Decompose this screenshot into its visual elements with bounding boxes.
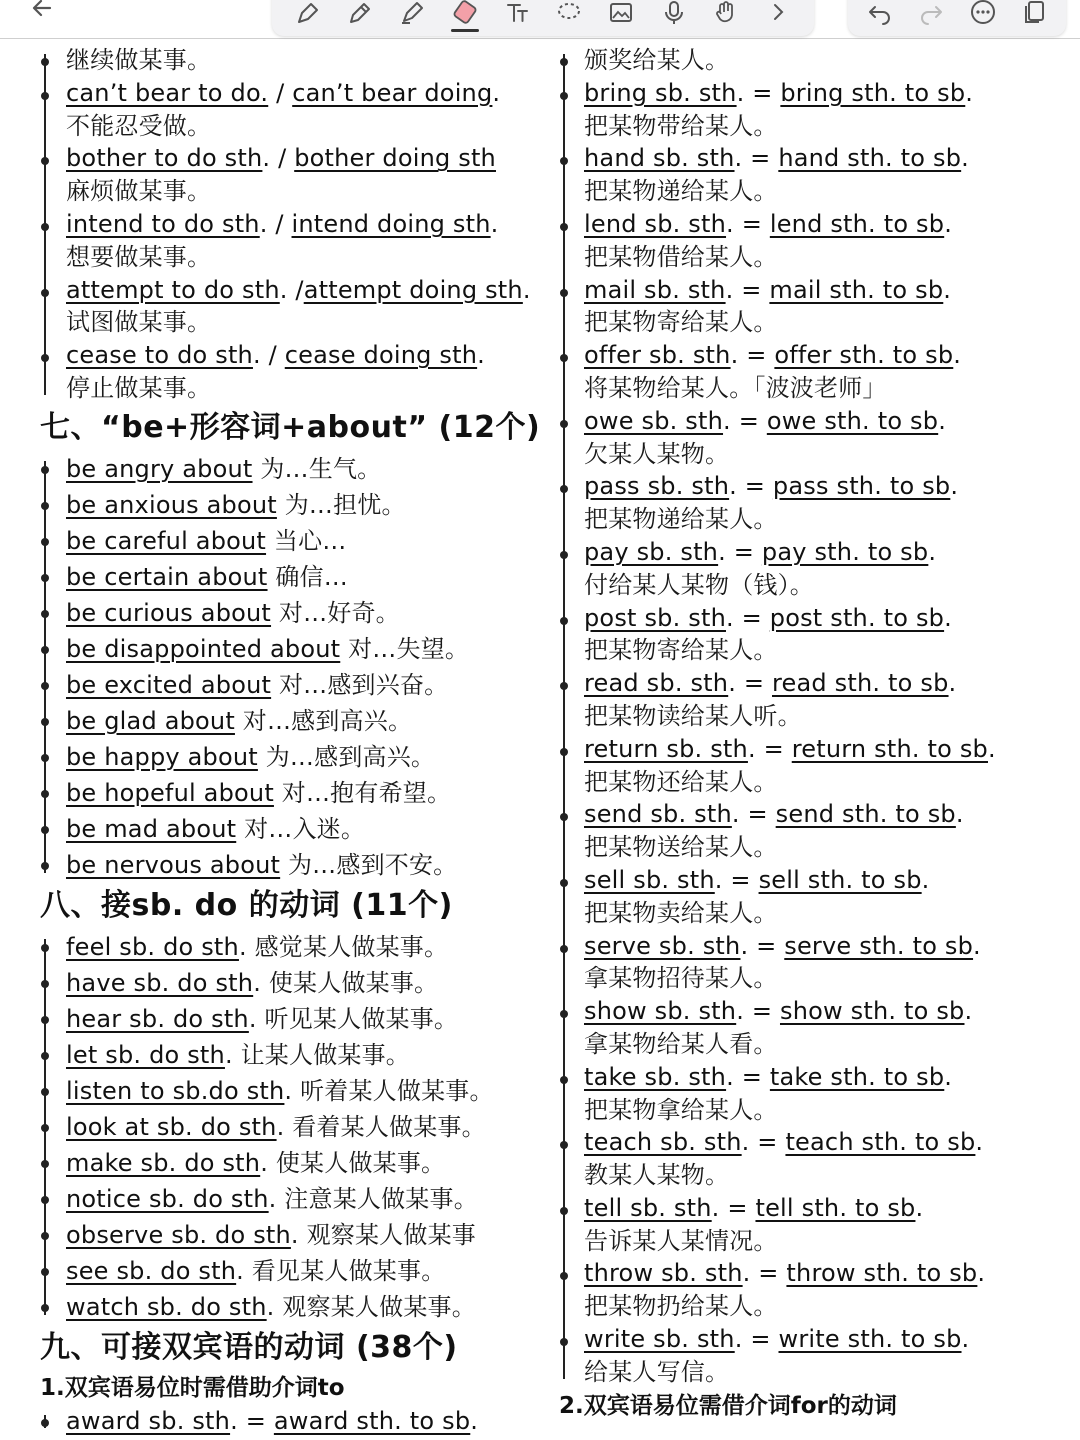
phrase-a: take sb. sth	[584, 1062, 727, 1091]
microphone-tool-button[interactable]	[656, 0, 692, 29]
phrase-b: pay sth. to sb	[761, 537, 929, 566]
punctuation: .	[975, 1128, 984, 1157]
image-tool-button[interactable]	[603, 0, 639, 29]
punctuation: .	[522, 275, 531, 304]
phrase-a: attempt to do sth	[66, 275, 280, 304]
separator: . =	[736, 78, 781, 107]
phrase-a: bring sb. sth	[584, 78, 737, 107]
phrase-b: mail sth. to sb	[769, 275, 944, 304]
translation: . 听着某人做某事。	[284, 1076, 494, 1105]
phrase-a: can’t bear to do.	[66, 78, 269, 107]
list-item	[0, 1405, 530, 1438]
list-item	[0, 487, 530, 523]
translation: 对…感到高兴。	[234, 706, 413, 735]
list-item	[0, 77, 530, 143]
separator: . =	[742, 1259, 787, 1288]
list-item-translation: 把某物借给某人。	[584, 242, 778, 271]
separator: /	[268, 78, 293, 107]
pen-icon	[294, 0, 322, 27]
separator: . =	[736, 997, 780, 1026]
phrase-b: send sth. to sb	[775, 800, 956, 829]
phrase-b: award sth. to sb	[273, 1406, 471, 1435]
separator: . =	[723, 406, 767, 435]
list-item	[0, 1145, 530, 1181]
phrase-b: can’t bear doing	[292, 78, 493, 107]
list-item	[555, 798, 1080, 864]
phrase-b: sell sth. to sb	[758, 865, 922, 894]
list-item	[555, 1257, 1080, 1323]
list-item	[0, 739, 530, 775]
more-tools-button[interactable]	[760, 0, 796, 29]
punctuation: .	[988, 734, 996, 763]
list-item	[0, 965, 530, 1001]
punctuation: .	[944, 603, 952, 632]
list-item	[0, 775, 530, 811]
phrase-a: throw sb. sth	[584, 1259, 743, 1288]
punctuation: .	[943, 275, 952, 304]
separator: . =	[726, 1062, 770, 1091]
list-item-translation: 把某物带给某人。	[584, 111, 778, 140]
list-item-translation: 拿某物招待某人。	[584, 964, 778, 993]
translation: 对…感到兴奋。	[271, 670, 449, 699]
text-tool-icon	[503, 0, 531, 27]
phrase-b: throw sth. to sb	[786, 1259, 978, 1288]
punctuation: .	[915, 1193, 924, 1222]
separator: . =	[725, 603, 770, 632]
list-item-translation: 把某物寄给某人。	[584, 636, 778, 665]
phrase-a: tell sb. sth	[584, 1193, 712, 1222]
punctuation: .	[470, 1406, 479, 1435]
list-item	[0, 703, 530, 739]
phrase-b: show sth. to sb	[779, 997, 965, 1026]
punctuation: .	[938, 406, 947, 435]
phrase: observe sb. do sth	[66, 1220, 291, 1249]
list-item	[0, 667, 530, 703]
verb-list-continued	[0, 44, 530, 405]
highlighter-icon	[398, 0, 426, 27]
list-item	[555, 864, 1080, 930]
phrase-a: write sb. sth	[584, 1325, 735, 1354]
hand-tool-button[interactable]	[708, 0, 744, 29]
phrase: let sb. do sth	[66, 1040, 225, 1069]
phrase-a: owe sb. sth	[584, 406, 724, 435]
separator: . =	[728, 669, 772, 698]
separator: . =	[731, 800, 776, 829]
phrase-b: return sth. to sb	[791, 734, 988, 763]
list-item	[0, 1253, 530, 1289]
pages-icon	[1020, 0, 1048, 27]
list-item	[555, 405, 1080, 471]
list-item	[555, 536, 1080, 602]
phrase-a: offer sb. sth	[584, 341, 731, 370]
phrase: be glad about	[66, 706, 235, 735]
phrase-b: owe sth. to sb	[766, 406, 939, 435]
list-item	[555, 1061, 1080, 1127]
list-item-translation: 拿某物给某人看。	[584, 1029, 778, 1058]
punctuation: .	[961, 1325, 970, 1354]
translation: . 使某人做某事。	[260, 1148, 446, 1177]
punctuation: .	[953, 341, 962, 370]
punctuation: .	[921, 865, 930, 894]
phrase-a: serve sb. sth	[584, 931, 741, 960]
list-item-translation: 想要做某事。	[66, 242, 212, 271]
list-item-translation: 停止做某事。	[66, 373, 212, 402]
phrase: notice sb. do sth	[66, 1184, 269, 1213]
separator: . /	[262, 144, 295, 173]
left-column	[0, 44, 541, 1438]
list-item	[0, 595, 530, 631]
redo-button[interactable]	[913, 0, 949, 29]
microphone-icon	[660, 0, 688, 27]
translation: 对…好奇。	[271, 598, 400, 627]
more-icon	[969, 0, 997, 27]
hand-icon	[712, 0, 740, 27]
pencil-icon	[346, 0, 374, 27]
phrase: watch sb. do sth	[66, 1292, 267, 1321]
section-heading-9: 九、可接双宾语的动词 (38个)	[40, 1329, 458, 1365]
translation: . 观察某人做某事。	[266, 1292, 476, 1321]
list-item	[555, 274, 1080, 340]
phrase-a: mail sb. sth	[584, 275, 726, 304]
double-object-to-list	[0, 1405, 530, 1438]
list-item-translation: 颁奖给某人。	[584, 46, 730, 74]
subsection-heading-2: 2.双宾语易位需借介词for的动词	[559, 1392, 897, 1419]
translation: 为…感到高兴。	[257, 742, 436, 771]
separator: . =	[730, 341, 775, 370]
list-item	[0, 1289, 530, 1325]
lasso-icon	[555, 0, 583, 27]
list-item	[0, 339, 530, 405]
list-item	[0, 1181, 530, 1217]
punctuation: .	[492, 78, 501, 107]
separator: . =	[734, 1325, 779, 1354]
list-item	[0, 631, 530, 667]
phrase: be excited about	[66, 670, 272, 699]
translation: . 让某人做某事。	[224, 1040, 411, 1069]
list-item	[555, 667, 1080, 733]
list-item	[0, 811, 530, 847]
phrase-b: bother doing sth	[294, 144, 496, 173]
phrase-b: bring sth. to sb	[780, 78, 966, 107]
list-item-translation: 给某人写信。	[584, 1357, 730, 1386]
phrase-b: write sth. to sb	[778, 1325, 962, 1354]
sb-do-verb-list	[0, 929, 530, 1325]
phrase-a: send sb. sth	[584, 800, 732, 829]
translation: . 注意某人做某事。	[268, 1184, 478, 1213]
list-item	[555, 995, 1080, 1061]
phrase: be curious about	[66, 598, 272, 627]
list-item	[555, 930, 1080, 996]
phrase: be hopeful about	[66, 778, 274, 807]
toolbar	[0, 0, 1080, 39]
phrase-a: award sb. sth	[66, 1406, 231, 1435]
list-item	[0, 274, 530, 340]
list-item	[0, 451, 530, 487]
back-button[interactable]	[22, 0, 62, 26]
more-options-button[interactable]	[965, 0, 1001, 29]
undo-button[interactable]	[862, 0, 898, 29]
phrase: be certain about	[66, 562, 268, 591]
image-icon	[607, 0, 635, 27]
list-item-translation: 教某人某物。	[584, 1161, 730, 1190]
phrase-a: read sb. sth	[584, 669, 729, 698]
separator: . =	[747, 734, 792, 763]
list-item-translation: 把某物递给某人。	[584, 177, 778, 206]
list-item	[555, 1126, 1080, 1192]
phrase-a: pay sb. sth	[584, 537, 719, 566]
section-heading-7: 七、“be+形容词+about” (12个)	[40, 409, 541, 445]
translation: 对…入迷。	[236, 814, 366, 843]
list-item	[555, 77, 1080, 143]
phrase-b: intend doing sth	[291, 209, 491, 238]
punctuation: .	[955, 800, 964, 829]
list-item	[0, 1073, 530, 1109]
phrase-b: read sth. to sb	[772, 669, 949, 698]
phrase-b: offer sth. to sb	[774, 341, 954, 370]
phrase-a: bother to do sth	[66, 144, 263, 173]
pen-tool-button[interactable]	[290, 0, 326, 29]
separator: . =	[718, 537, 762, 566]
list-item-translation: 把某物送给某人。	[584, 833, 778, 862]
list-item	[555, 733, 1080, 799]
list-item-translation: 试图做某事。	[66, 308, 212, 337]
right-column	[555, 44, 1080, 1423]
phrase: feel sb. do sth	[66, 932, 239, 961]
punctuation: .	[961, 144, 969, 173]
phrase: look at sb. do sth	[66, 1112, 277, 1141]
phrase-a: sell sb. sth	[584, 865, 715, 894]
pencil-tool-button[interactable]	[342, 0, 378, 29]
list-item	[555, 602, 1080, 668]
phrase: be happy about	[66, 742, 258, 771]
punctuation: .	[977, 1259, 986, 1288]
phrase-a: return sb. sth	[584, 734, 748, 763]
phrase-b: post sth. to sb	[769, 603, 945, 632]
lasso-tool-button[interactable]	[551, 0, 587, 29]
separator: . =	[725, 275, 770, 304]
list-item	[0, 1001, 530, 1037]
separator: . /	[279, 275, 304, 304]
list-item	[0, 1109, 530, 1145]
text-tool-button[interactable]	[499, 0, 535, 29]
eraser-icon	[451, 0, 479, 27]
chevron-right-icon	[764, 0, 792, 27]
translation: 对…失望。	[340, 634, 470, 663]
list-item	[0, 44, 530, 77]
separator: . =	[726, 209, 770, 238]
redo-icon	[917, 0, 945, 27]
phrase-a: pass sb. sth	[584, 472, 730, 501]
punctuation: .	[973, 931, 981, 960]
translation: 为…感到不安。	[280, 850, 458, 879]
phrase-b: tell sth. to sb	[755, 1193, 916, 1222]
list-item	[0, 559, 530, 595]
phrase-b: hand sth. to sb	[778, 144, 962, 173]
subsection-heading-1: 1.双宾语易位时需借助介词to	[40, 1374, 345, 1401]
translation: . 观察某人做某事	[290, 1220, 476, 1249]
list-item-translation: 麻烦做某事。	[66, 177, 212, 206]
list-item-translation: 把某物寄给某人。	[584, 308, 778, 337]
phrase: have sb. do sth	[66, 968, 254, 997]
separator: . =	[711, 1193, 756, 1222]
list-item	[0, 523, 530, 559]
list-item	[555, 208, 1080, 274]
list-item	[0, 929, 530, 965]
list-item-translation: 把某物递给某人。	[584, 505, 778, 534]
phrase-a: cease to do sth	[66, 341, 253, 370]
list-item	[555, 339, 1080, 405]
translation: 当心…	[266, 526, 347, 555]
translation: . 听见某人做某事。	[248, 1004, 459, 1033]
phrase-b: pass sth. to sb	[772, 472, 951, 501]
translation: . 看着某人做某事。	[276, 1112, 486, 1141]
eraser-tool-button[interactable]	[447, 0, 483, 29]
translation: . 使某人做某事。	[253, 968, 439, 997]
be-adj-about-list	[0, 451, 530, 883]
drawing-tools-group	[272, 0, 814, 36]
list-item-translation: 把某物扔给某人。	[584, 1292, 778, 1321]
phrase-a: show sb. sth	[584, 997, 737, 1026]
list-item-translation: 将某物给某人。「波波老师」	[584, 373, 887, 402]
highlighter-tool-button[interactable]	[394, 0, 430, 29]
history-tools-group	[848, 0, 1066, 36]
punctuation: .	[965, 78, 974, 107]
list-item-translation: 欠某人某物。	[584, 439, 730, 468]
separator: . /	[259, 209, 292, 238]
phrase-a: post sb. sth	[584, 603, 726, 632]
list-item	[555, 470, 1080, 536]
translation: 为…生气。	[252, 454, 382, 483]
section-heading-8: 八、接sb. do 的动词 (11个)	[40, 887, 453, 923]
phrase: be angry about	[66, 454, 253, 483]
translation: . 感觉某人做某事。	[238, 932, 449, 961]
punctuation: .	[928, 537, 937, 566]
list-item-translation: 把某物还给某人。	[584, 767, 778, 796]
phrase-a: intend to do sth	[66, 209, 260, 238]
punctuation: .	[950, 472, 959, 501]
back-arrow-icon	[28, 0, 56, 22]
list-item-translation: 继续做某事。	[66, 46, 212, 74]
phrase-b: attempt doing sth	[303, 275, 523, 304]
phrase-a: lend sb. sth	[584, 209, 727, 238]
list-item	[555, 1323, 1080, 1389]
list-item	[0, 1037, 530, 1073]
translation: . 看见某人做某事。	[236, 1256, 446, 1285]
punctuation: .	[490, 209, 499, 238]
separator: . =	[230, 1406, 274, 1435]
punctuation: .	[944, 209, 953, 238]
separator: . /	[252, 341, 285, 370]
phrase-b: take sth. to sb	[769, 1062, 945, 1091]
phrase: be anxious about	[66, 490, 277, 519]
punctuation: .	[948, 669, 957, 698]
phrase: be nervous about	[66, 850, 281, 879]
phrase: listen to sb.do sth	[66, 1076, 285, 1105]
phrase-b: serve sth. to sb	[784, 931, 974, 960]
phrase-b: lend sth. to sb	[769, 209, 945, 238]
list-item	[0, 1217, 530, 1253]
undo-icon	[866, 0, 894, 27]
list-item	[0, 142, 530, 208]
punctuation: .	[964, 997, 973, 1026]
separator: . =	[741, 1128, 786, 1157]
separator: . =	[714, 865, 759, 894]
phrase: be mad about	[66, 814, 237, 843]
list-item-translation: 告诉某人某情况。	[584, 1226, 778, 1255]
separator: . =	[740, 931, 785, 960]
list-item	[555, 142, 1080, 208]
phrase: be disappointed about	[66, 634, 341, 663]
list-item	[0, 847, 530, 883]
translation: 对…抱有希望。	[273, 778, 452, 807]
list-item	[555, 44, 1080, 77]
phrase: hear sb. do sth	[66, 1004, 249, 1033]
separator: . =	[729, 472, 773, 501]
list-item-translation: 把某物读给某人听。	[584, 701, 802, 730]
phrase-a: teach sb. sth	[584, 1128, 742, 1157]
phrase-b: cease doing sth	[284, 341, 478, 370]
list-item-translation: 把某物拿给某人。	[584, 1095, 778, 1124]
punctuation: .	[944, 1062, 953, 1091]
pages-button[interactable]	[1016, 0, 1052, 29]
list-item-translation: 付给某人某物（钱）。	[584, 570, 814, 599]
separator: . =	[734, 144, 779, 173]
double-object-to-list-continued	[555, 44, 1080, 1389]
list-item-translation: 把某物卖给某人。	[584, 898, 778, 927]
list-item	[0, 208, 530, 274]
translation: 确信…	[267, 562, 348, 591]
translation: 为…担忧。	[276, 490, 406, 519]
phrase-a: hand sb. sth	[584, 144, 735, 173]
phrase: be careful about	[66, 526, 267, 555]
phrase: make sb. do sth	[66, 1148, 261, 1177]
punctuation: .	[477, 341, 485, 370]
list-item	[555, 1192, 1080, 1258]
phrase-b: teach sth. to sb	[785, 1128, 976, 1157]
phrase: see sb. do sth	[66, 1256, 237, 1285]
list-item-translation: 不能忍受做。	[66, 111, 212, 140]
